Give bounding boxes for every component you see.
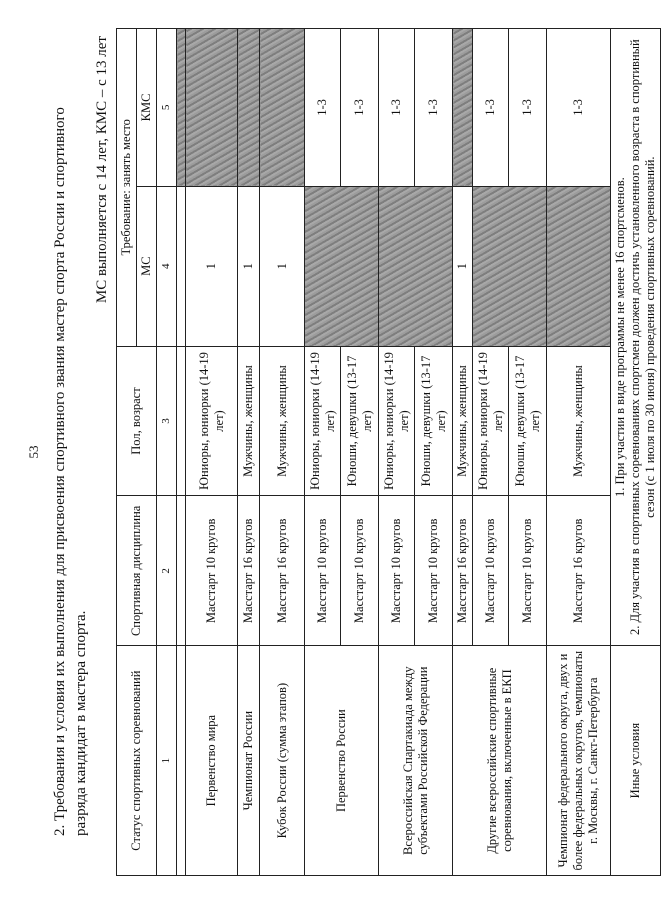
column-number: 4 [157,186,177,346]
table-row [453,29,473,876]
section-heading: 2. Требования и условия их выполнения для присвоения спортивного звания мастер спорта России и спортивного разряда кандидат в мастера спорта. [52,107,89,836]
ms-cell: 1 [238,186,260,346]
discipline-cell: Масстарт 10 кругов [509,496,547,646]
column-number: 5 [157,29,177,187]
discipline-cell: Масстарт 10 кругов [305,496,341,646]
kms-cell: 1-3 [415,29,453,187]
age-cell: Мужчины, женщины [547,346,611,496]
note-2: 2. Для участия в спортивных соревнованиях спортсмен должен достичь установленного возраста в спортивный сезон (с 1 июля по 30 июня) проведения спортивных соревнований. [628,39,657,635]
shaded-cell [453,29,473,187]
shaded-cell [379,186,453,346]
shaded-cell [260,29,305,187]
ms-cell: 1 [260,186,305,346]
column-number-row [157,29,177,876]
shaded-cell [305,186,379,346]
rotated-page [20,12,657,892]
shaded-cell [547,186,611,346]
status-cell: Кубок России (сумма этапов) [260,646,305,876]
other-conditions-label: Иные условия [611,646,661,876]
table-row [547,29,611,876]
status-cell: Чемпионат федерального округа, двух и более федеральных округов, чемпионаты г. Москвы, г. Санкт-Петербурга [547,646,611,876]
requirements-table [116,28,661,876]
header-row [117,29,137,876]
status-cell: Первенство России [305,646,379,876]
table-row [379,29,415,876]
status-cell: Первенство мира [186,646,238,876]
table-row [260,29,305,876]
header-kms: КМС [137,29,157,187]
discipline-cell: Масстарт 10 кругов [186,496,238,646]
column-number: 3 [157,346,177,496]
kms-cell: 1-3 [547,29,611,187]
age-cell: Юниоры, юниорки (14-19 лет) [186,346,238,496]
age-cell: Мужчины, женщины [238,346,260,496]
kms-cell: 1-3 [305,29,341,187]
column-number: 1 [157,646,177,876]
spacer-row [177,29,186,876]
shaded-cell [177,29,186,187]
discipline-cell: Масстарт 16 кругов [547,496,611,646]
kms-cell: 1-3 [473,29,509,187]
age-cell: Юниоры, юниорки (14-19 лет) [473,346,509,496]
column-number: 2 [157,496,177,646]
shaded-cell [473,186,547,346]
header-discipline: Спортивная дисциплина [117,496,157,646]
status-cell: Чемпионат России [238,646,260,876]
table-row [305,29,341,876]
status-cell: Всероссийская Спартакиада между субъектами Российской Федерации [379,646,453,876]
age-cell: Юниоры, юниорки (14-19 лет) [305,346,341,496]
kms-cell: 1-3 [509,29,547,187]
page-number: 53 [26,445,41,459]
discipline-cell: Масстарт 16 кругов [260,496,305,646]
age-cell: Мужчины, женщины [453,346,473,496]
table-row [238,29,260,876]
ms-cell: 1 [453,186,473,346]
discipline-cell: Масстарт 10 кругов [341,496,379,646]
age-cell: Юниоры, юниорки (14-19 лет) [379,346,415,496]
header-ms: МС [137,186,157,346]
other-conditions-notes [611,29,661,646]
discipline-cell: Масстарт 16 кругов [453,496,473,646]
shaded-cell [238,29,260,187]
age-cell: Юноши, девушки (13-17 лет) [509,346,547,496]
other-conditions-row [611,29,661,876]
age-cell: Юноши, девушки (13-17 лет) [415,346,453,496]
table-row [186,29,238,876]
header-age: Пол, возраст [117,346,157,496]
kms-cell: 1-3 [379,29,415,187]
discipline-cell: Масстарт 16 кругов [238,496,260,646]
header-requirement: Требование: занять место [117,29,137,347]
ms-cell: 1 [186,186,238,346]
note-1: 1. При участии в виде программы не менее 16 спортсменов. [613,177,627,498]
discipline-cell: Масстарт 10 кругов [473,496,509,646]
kms-cell: 1-3 [341,29,379,187]
shaded-cell [186,29,238,187]
discipline-cell: Масстарт 10 кругов [379,496,415,646]
header-status: Статус спортивных соревнований [117,646,157,876]
age-cell: Мужчины, женщины [260,346,305,496]
discipline-cell: Масстарт 10 кругов [415,496,453,646]
age-note: МС выполняется с 14 лет, КМС – с 13 лет [94,36,110,304]
age-cell: Юноши, девушки (13-17 лет) [341,346,379,496]
status-cell: Другие всероссийские спортивные соревнования, включенные в ЕКП [453,646,547,876]
